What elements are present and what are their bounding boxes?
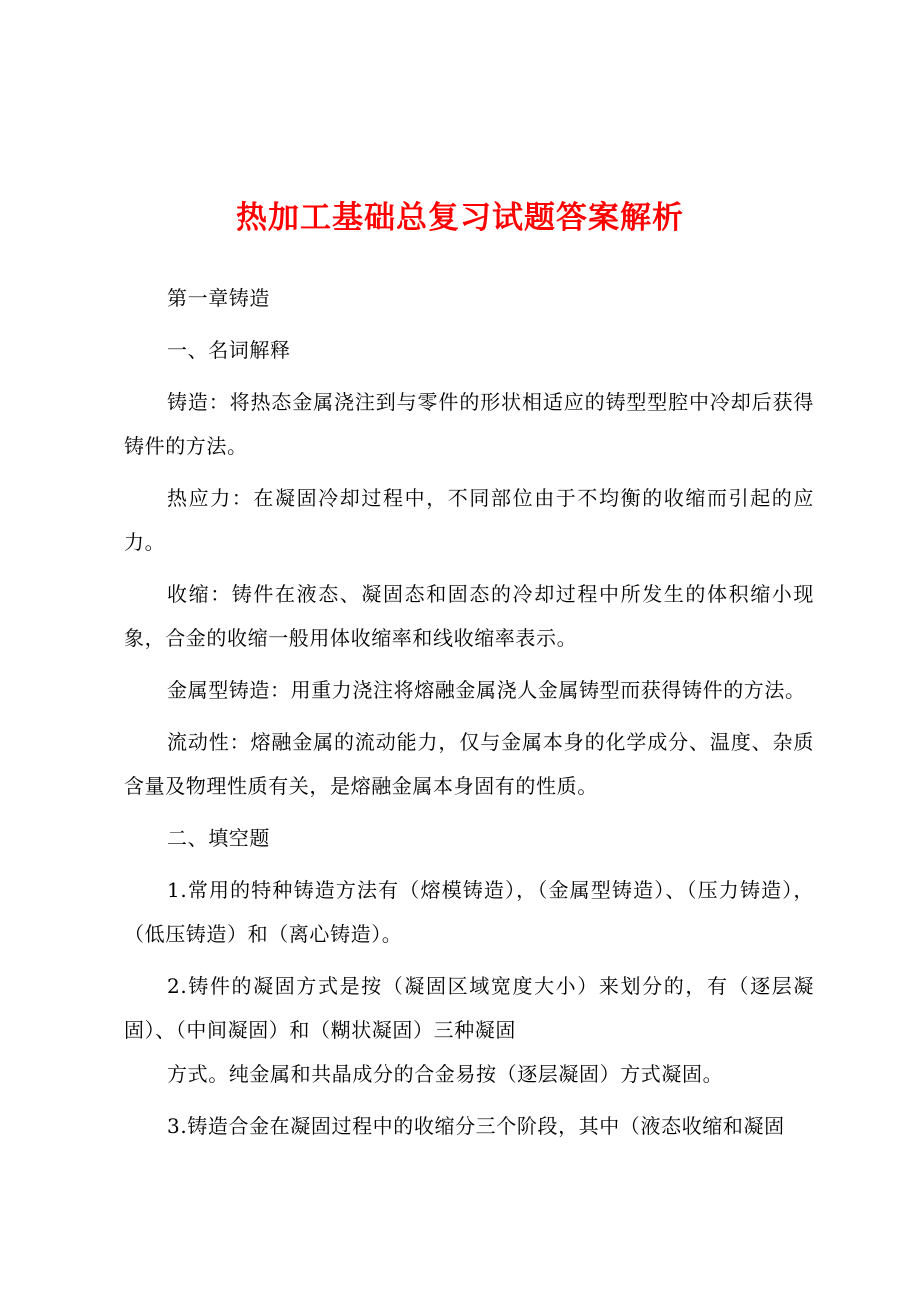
question-3: 3.铸造合金在凝固过程中的收缩分三个阶段，其中（液态收缩和凝固 [167,1114,785,1138]
definition-fluidity: 流动性：熔融金属的流动能力，仅与金属本身的化学成分、温度、杂质含量及物理性质有关，是熔融金属本身固有的性质。 [124,730,814,798]
document-body [124,276,814,1148]
definition-thermal-stress: 热应力：在凝固冷却过程中，不同部位由于不均衡的收缩而引起的应力。 [124,486,814,554]
section-heading-terms: 一、名词解释 [167,338,291,362]
document-title: 热加工基础总复习试题答案解析 [236,200,684,236]
section-heading-fill-in: 二、填空题 [167,826,270,850]
definition-metal-mold-casting: 金属型铸造：用重力浇注将熔融金属浇人金属铸型而获得铸件的方法。 [167,678,806,702]
definition-casting: 铸造：将热态金属浇注到与零件的形状相适应的铸型型腔中冷却后获得铸件的方法。 [124,390,814,458]
definition-shrinkage: 收缩：铸件在液态、凝固态和固态的冷却过程中所发生的体积缩小现象，合金的收缩一般用体收缩率和线收缩率表示。 [124,582,814,650]
question-2: 2.铸件的凝固方式是按（凝固区域宽度大小）来划分的，有（逐层凝固）、（中间凝固）和（糊状凝固）三种凝固 [124,974,814,1042]
question-2-continued: 方式。纯金属和共晶成分的合金易按（逐层凝固）方式凝固。 [167,1062,724,1086]
question-1: 1.常用的特种铸造方法有（熔模铸造），（金属型铸造）、（压力铸造），（低压铸造）和（离心铸造）。 [124,878,814,946]
chapter-heading: 第一章铸造 [167,286,270,310]
